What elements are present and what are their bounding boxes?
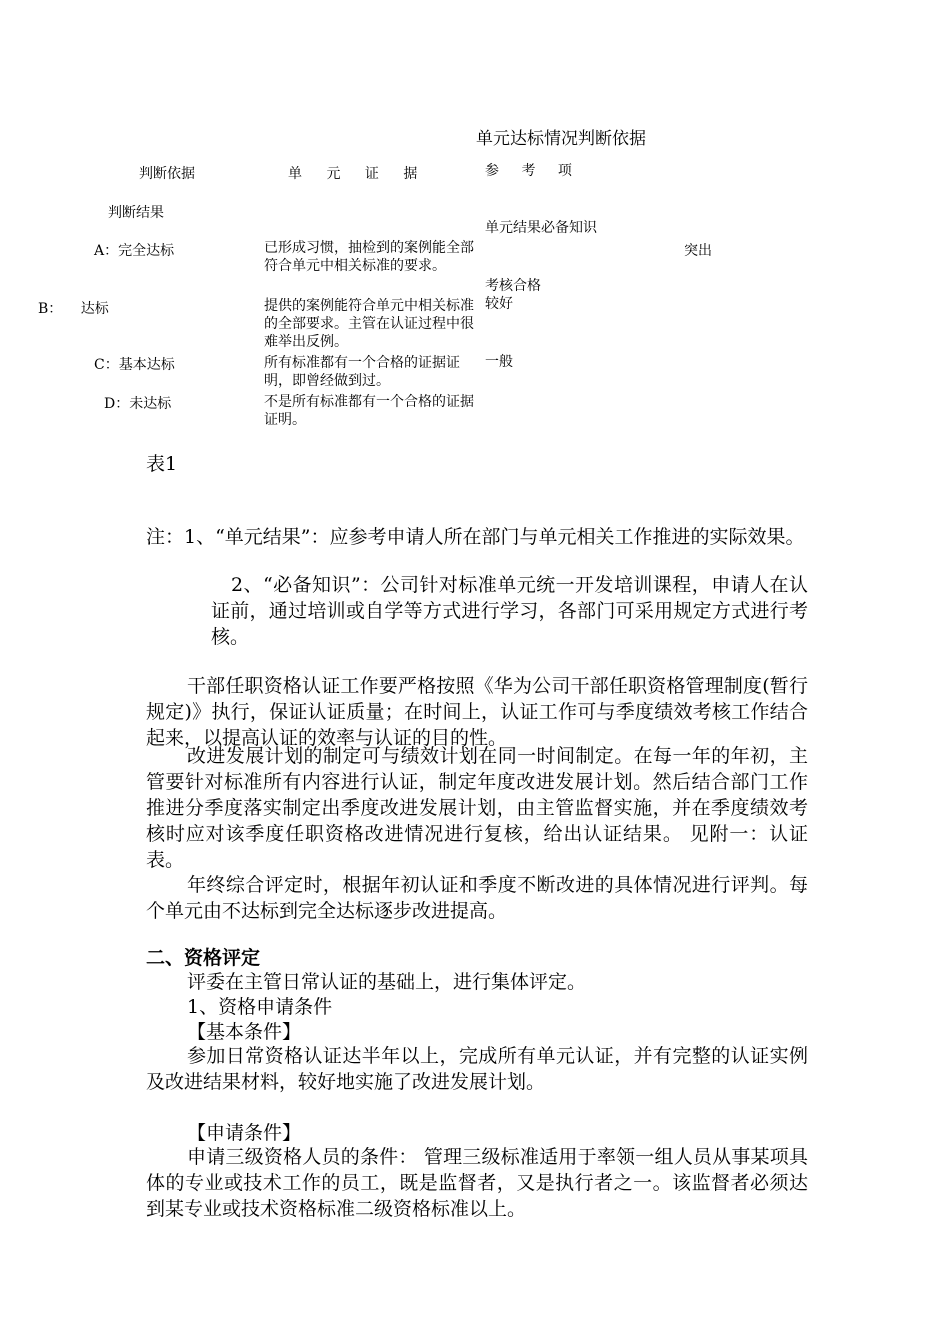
row-d-ref: 一般 [485, 354, 513, 370]
section-2-intro: 评委在主管日常认证的基础上，进行集体评定。 [187, 971, 587, 993]
header-evidence: 单 元 证 据 [288, 166, 418, 182]
note-1: 注：1、“单元结果”：应参考申请人所在部门与单元相关工作推进的实际效果。 [146, 526, 805, 548]
row-b-ref: 考核合格 [485, 278, 541, 294]
sub-reference: 单元结果必备知识 [485, 220, 597, 236]
row-c-result: C：基本达标 [94, 357, 175, 373]
apply-conditions-text: 申请三级资格人员的条件： 管理三级标准适用于率领一组人员从事某项具体的专业或技术工作的员工，既是监督者，又是执行者之一。该监督者必须达到某专业或技术资格标准二级资格标准以上。 [146, 1146, 808, 1220]
row-d-result: D：未达标 [104, 396, 172, 412]
row-b-result: B： 达标 [38, 301, 109, 317]
table-caption: 表1 [146, 453, 178, 475]
body-paragraph-1: 干部任职资格认证工作要严格按照《华为公司干部任职资格管理制度(暂行规定)》执行，保证认证质量；在时间上，认证工作可与季度绩效考核工作结合起来，以提高认证的效率与认证的目的性。 [146, 675, 808, 749]
row-d-evidence: 不是所有标准都有一个合格的证据证明。 [264, 394, 474, 428]
basic-conditions-title: 【基本条件】 [187, 1021, 302, 1043]
body-paragraph-3: 年终综合评定时，根据年初认证和季度不断改进的具体情况进行评判。每个单元由不达标到完全达标逐步改进提高。 [146, 874, 808, 922]
row-a-ref: 突出 [684, 243, 712, 259]
note-2: 2、“必备知识”：公司针对标准单元统一开发培训课程，申请人在认证前，通过培训或自学等方式进行学习，各部门可采用规定方式进行考核。 [211, 574, 808, 648]
table-title: 单元达标情况判断依据 [476, 129, 646, 149]
row-c-ref: 较好 [485, 296, 513, 312]
body-paragraph-2: 改进发展计划的制定可与绩效计划在同一时间制定。在每一年的年初，主管要针对标准所有内容进行认证，制定年度改进发展计划。然后结合部门工作推进分季度落实制定出季度改进发展计划，由主管监督实施，并在季度绩效考核时应对该季度任职资格改进情况进行复核，给出认证结果。 见附一：认证表。 [146, 745, 808, 871]
row-c-evidence: 所有标准都有一个合格的证据证明，即曾经做到过。 [264, 355, 460, 389]
row-a-evidence: 已形成习惯，抽检到的案例能全部符合单元中相关标准的要求。 [264, 240, 474, 274]
header-reference: 参 考 项 [485, 163, 572, 179]
apply-conditions-title: 【申请条件】 [187, 1122, 302, 1144]
row-a-result: A：完全达标 [94, 243, 175, 259]
basic-conditions-text: 参加日常资格认证达半年以上，完成所有单元认证，并有完整的认证实例及改进结果材料，较好地实施了改进发展计划。 [146, 1045, 808, 1093]
section-2-title: 二、资格评定 [146, 947, 261, 969]
row-b-evidence: 提供的案例能符合单元中相关标准的全部要求。主管在认证过程中很难举出反例。 [264, 298, 474, 350]
header-result: 判断结果 [108, 205, 164, 221]
header-basis: 判断依据 [139, 166, 195, 182]
section-2-item-1: 1、资格申请条件 [187, 996, 333, 1018]
